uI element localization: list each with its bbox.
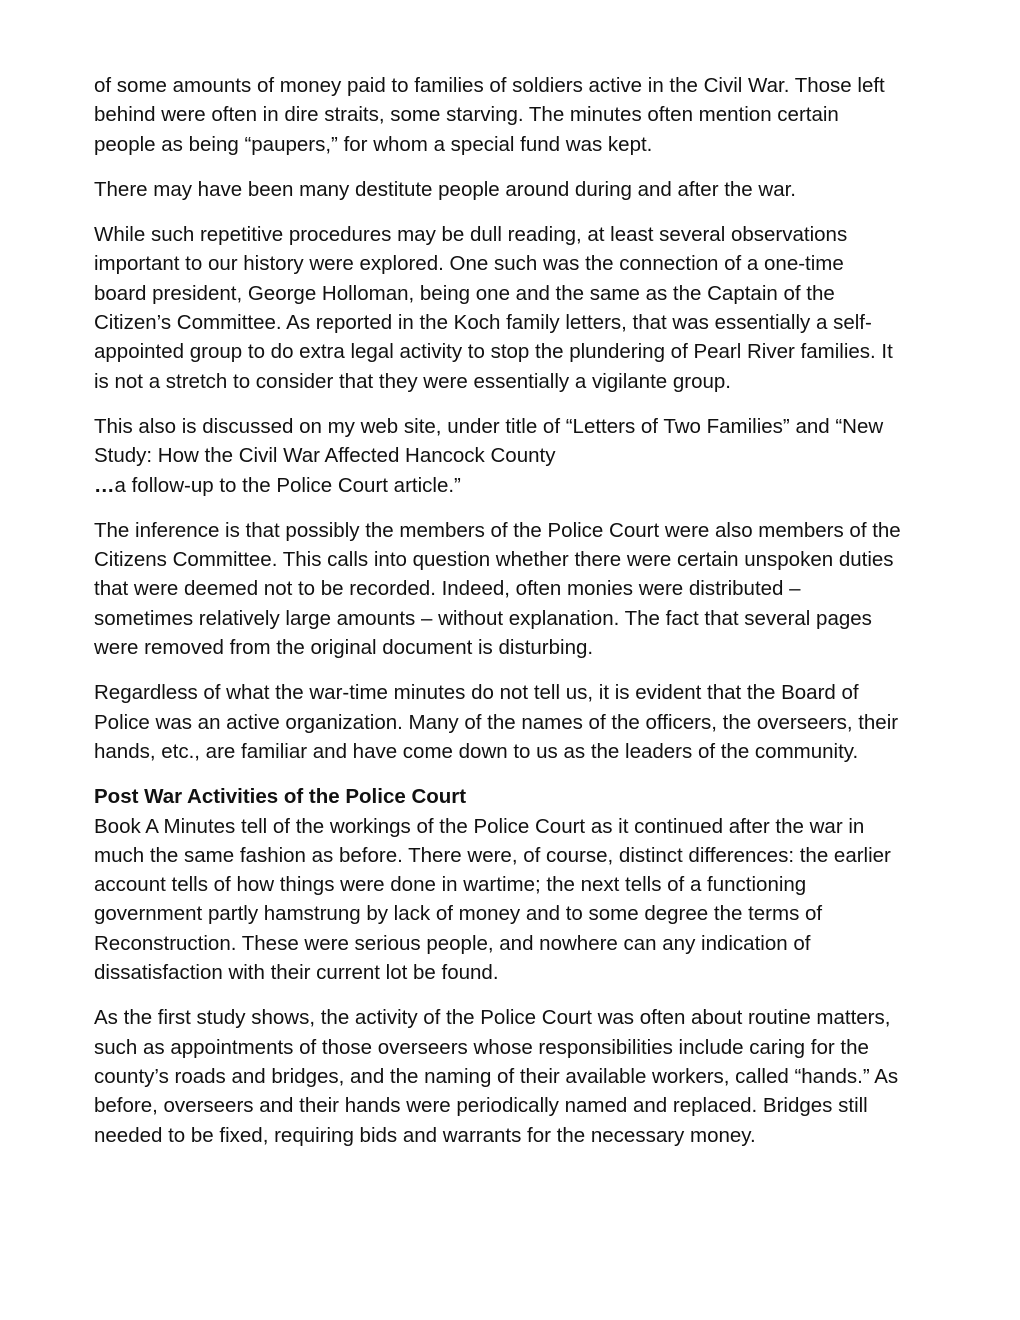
text-line: board president, George Holloman, being one and the same as the Captain of the — [94, 281, 835, 305]
text-line: appointed group to do extra legal activity to stop the plundering of Pearl River families. It — [94, 340, 893, 364]
text-line: Citizens Committee. This calls into question whether there were certain unspoken duties — [94, 548, 894, 572]
text-line: were removed from the original document is disturbing. — [94, 636, 594, 660]
text-line: Book A Minutes tell of the workings of the Police Court as it continued after the war in — [94, 814, 865, 838]
paragraph-web-site — [94, 412, 944, 500]
text-line: of some amounts of money paid to families of soldiers active in the Civil War. Those left — [94, 74, 885, 97]
text-line: county’s roads and bridges, and the naming of their available workers, called “hands.” As — [94, 1064, 899, 1088]
text-line: Regardless of what the war-time minutes do not tell us, it is evident that the Board of — [94, 681, 859, 705]
text-line: needed to be fixed, requiring bids and warrants for the necessary money. — [94, 1123, 756, 1147]
text-line: hands, etc., are familiar and have come down to us as the leaders of the community. — [94, 739, 859, 763]
text-line: There may have been many destitute people around during and after the war. — [94, 177, 797, 201]
text-line: behind were often in dire straits, some starving. The minutes often mention certain — [94, 103, 839, 127]
text-line: is not a stretch to consider that they were essentially a vigilante group. — [94, 369, 731, 393]
document-page — [94, 71, 944, 1166]
paragraph-board-of-police — [94, 678, 944, 766]
paragraph-destitute — [94, 175, 944, 204]
paragraph-inference — [94, 516, 944, 662]
text-line: such as appointments of those overseers whose responsibilities include caring for the — [94, 1035, 869, 1059]
text-line: As the first study shows, the activity of the Police Court was often about routine matters, — [94, 1006, 891, 1030]
text-line: account tells of how things were done in wartime; the next tells of a functioning — [94, 873, 807, 897]
section-heading: Post War Activities of the Police Court — [94, 785, 467, 809]
text-line: sometimes relatively large amounts – without explanation. The fact that several pages — [94, 606, 872, 630]
text-line: Citizen’s Committee. As reported in the Koch family letters, that was essentially a self- — [94, 311, 872, 335]
paragraph-post-war — [94, 782, 944, 987]
paragraph-routine-matters — [94, 1003, 944, 1149]
text-line: Study: How the Civil War Affected Hancock County — [94, 444, 556, 468]
text-line: that were deemed not to be recorded. Indeed, often monies were distributed – — [94, 577, 801, 601]
text-line: before, overseers and their hands were periodically named and replaced. Bridges still — [94, 1094, 868, 1118]
text-line: Reconstruction. These were serious people, and nowhere can any indication of — [94, 931, 811, 955]
text-line-followup — [94, 471, 944, 500]
text-line: government partly hamstrung by lack of money and to some degree the terms of — [94, 902, 823, 926]
text-line: Police was an active organization. Many of the names of the officers, the overseers, their — [94, 710, 899, 734]
followup-text: a follow-up to the Police Court article.” — [114, 473, 461, 497]
text-line: This also is discussed on my web site, under title of “Letters of Two Families” and “New — [94, 414, 884, 438]
text-line: The inference is that possibly the members of the Police Court were also members of the — [94, 518, 901, 542]
text-line: While such repetitive procedures may be dull reading, at least several observations — [94, 223, 848, 247]
paragraph-soldier-families — [94, 71, 944, 159]
ellipsis-mark: … — [94, 473, 115, 497]
text-line: people as being “paupers,” for whom a special fund was kept. — [94, 132, 653, 156]
paragraph-observations — [94, 220, 944, 396]
text-line: much the same fashion as before. There were, of course, distinct differences: the earlier — [94, 843, 891, 867]
text-line: dissatisfaction with their current lot be found. — [94, 961, 499, 985]
text-line: important to our history were explored. One such was the connection of a one-time — [94, 252, 844, 276]
